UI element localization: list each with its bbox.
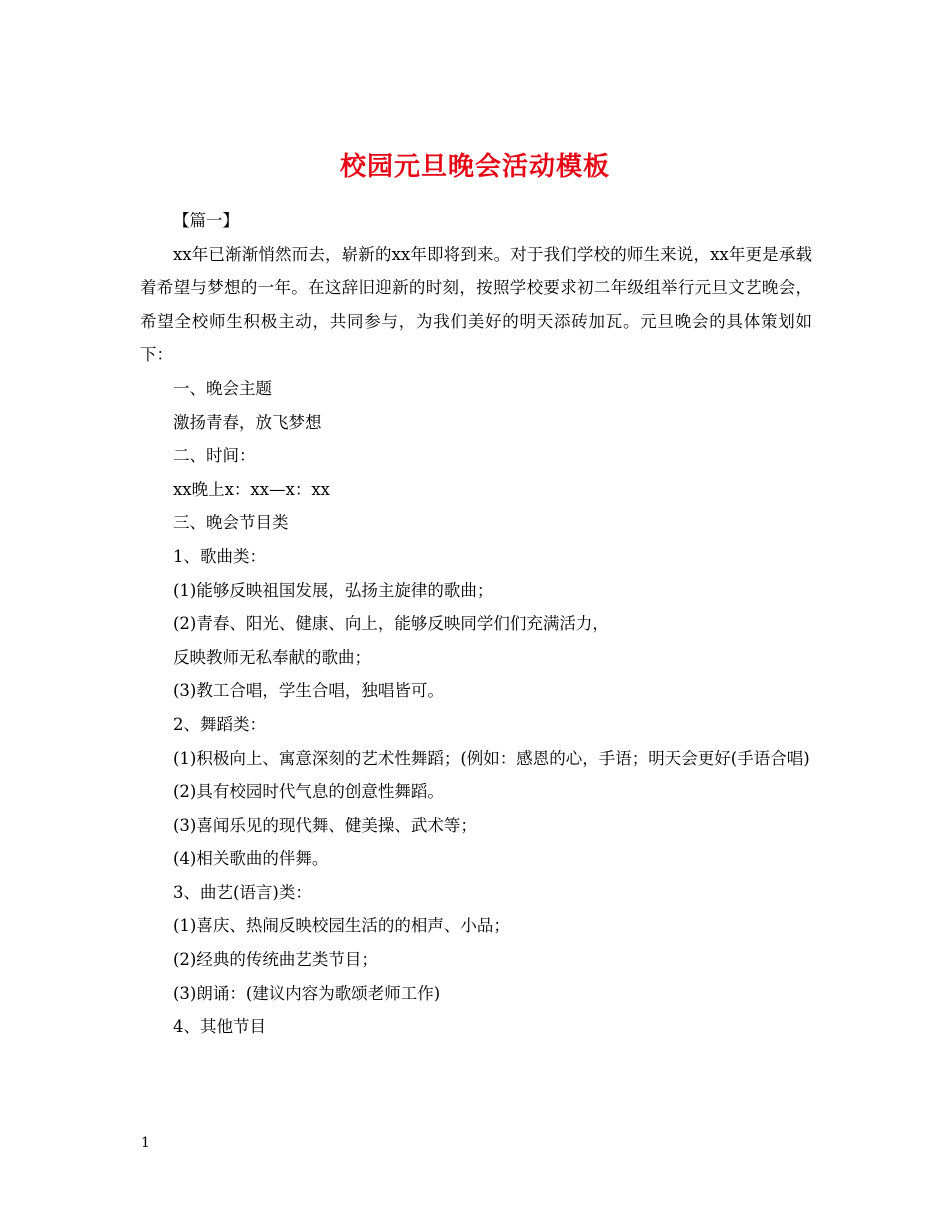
dance-item-2: (2)具有校园时代气息的创意性舞蹈。 [173,782,444,802]
song-heading: 1、歌曲类： [173,546,266,566]
intro-paragraph: xx年已渐渐悄然而去，崭新的xx年即将到来。对于我们学校的师生来说，xx年更是承载着希望与梦想的一年。在这辞旧迎新的时刻，按照学校要求初二年级组举行元旦文艺晚会，希望全校师生积极主动，共同参与，为我们美好的明天添砖加瓦。元旦晚会的具体策划如下： [140,244,812,365]
document-body [140,204,812,1044]
document-title: 校园元旦晚会活动模板 [339,152,610,183]
dance-item-4: (4)相关歌曲的伴舞。 [173,849,329,869]
theme-text: 激扬青春，放飞梦想 [173,412,322,432]
theme-heading: 一、晚会主题 [173,378,272,398]
section-heading: 【篇一】 [173,211,239,230]
dance-heading: 2、舞蹈类： [173,714,266,734]
quyi-item-2: (2)经典的传统曲艺类节目； [173,950,378,970]
quyi-heading: 3、曲艺(语言)类： [173,882,312,902]
page-number: 1 [141,1135,150,1151]
song-item-2: (2)青春、阳光、健康、向上，能够反映同学们们充满活力， [173,614,609,634]
dance-item-1: (1)积极向上、寓意深刻的艺术性舞蹈；(例如：感恩的心，手语；明天会更好(手语合唱) [173,748,810,768]
quyi-item-1: (1)喜庆、热闹反映校园生活的的相声、小品； [173,916,510,936]
time-text: xx晚上x：xx—x：xx [173,479,330,499]
program-heading: 三、晚会节目类 [173,513,289,533]
time-heading: 二、时间： [173,446,256,466]
song-item-3: (3)教工合唱，学生合唱，独唱皆可。 [173,681,444,701]
dance-item-3: (3)喜闻乐见的现代舞、健美操、武术等； [173,815,477,835]
quyi-item-3: (3)朗诵：(建议内容为歌颂老师工作) [173,983,441,1003]
other-programs-heading: 4、其他节目 [173,1017,266,1037]
song-item-1: (1)能够反映祖国发展，弘扬主旋律的歌曲； [173,580,494,600]
song-item-2-continued: 反映教师无私奉献的歌曲； [173,647,371,667]
